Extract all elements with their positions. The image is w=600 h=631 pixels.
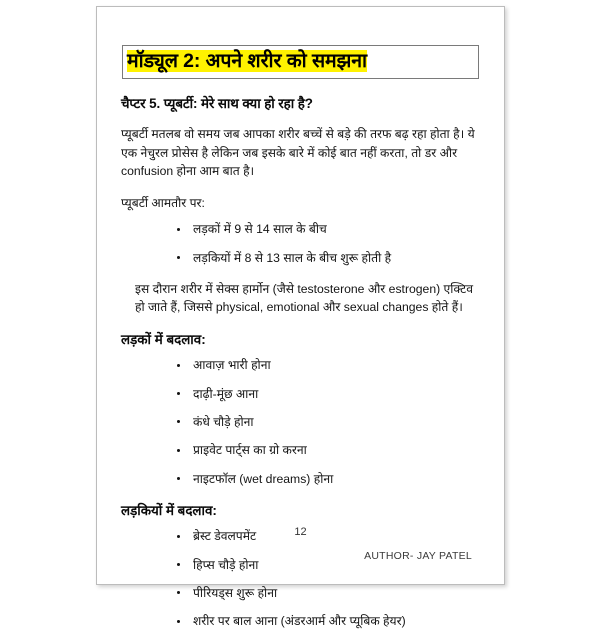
bullet-dot-icon — [177, 256, 180, 259]
bullet-dot-icon — [177, 392, 180, 395]
bullet-dot-icon — [177, 591, 180, 594]
list-item-label: नाइटफॉल (wet dreams) होना — [193, 471, 334, 486]
list-item-label: पीरियड्स शुरू होना — [193, 586, 278, 601]
document-page — [96, 6, 505, 629]
list-item-label: शरीर पर बाल आना (अंडरआर्म और प्यूबिक हेयर) — [193, 614, 406, 629]
list-item — [193, 613, 480, 630]
list-item — [193, 221, 480, 238]
chapter-heading: चैप्टर 5. प्यूबर्टी: मेरे साथ क्या हो रहा है? — [121, 95, 313, 111]
list-item — [193, 250, 480, 267]
list-item-label: आवाज़ भारी होना — [193, 358, 271, 373]
hormone-paragraph: इस दौरान शरीर में सेक्स हार्मोन (जैसे testosterone और estrogen) एक्टिव हो जाते हैं, जिससे physical, emotional और sexual changes होते हैं। — [135, 281, 474, 315]
boys-bullet-list — [121, 357, 480, 488]
page-footer — [121, 526, 480, 562]
list-item — [193, 357, 480, 374]
author-credit: AUTHOR- JAY PATEL — [364, 550, 472, 562]
page-content-area — [97, 7, 504, 629]
bullet-dot-icon — [177, 364, 180, 367]
boys-section-heading: लड़कों में बदलाव: — [121, 331, 206, 347]
list-item-label: कंधे चौड़े होना — [193, 415, 254, 430]
module-title-box — [122, 45, 479, 79]
intro-paragraph: प्यूबर्टी मतलब वो समय जब आपका शरीर बच्चें से बड़े की तरफ बढ़ रहा होता है। ये एक नेचुरल प्रोसेस है लेकिन जब इसके बारे में कोई बात नहीं करता, तो डर और confusion होना आम बात है। — [121, 127, 475, 179]
bullet-dot-icon — [177, 228, 180, 231]
list-item — [193, 386, 480, 403]
bullet-dot-icon — [177, 563, 180, 566]
girls-section-heading: लड़कियों में बदलाव: — [121, 503, 217, 519]
list-item-label: प्राइवेट पार्ट्स का ग्रो करना — [193, 443, 307, 458]
module-title-text: मॉड्यूल 2: अपने शरीर को समझना — [127, 50, 367, 72]
list-item — [193, 442, 480, 459]
list-item — [193, 414, 480, 431]
timing-lead-in: प्यूबर्टी आमतौर पर: — [121, 195, 205, 210]
bullet-dot-icon — [177, 477, 180, 480]
list-item-label: लड़कों में 9 से 14 साल के बीच — [193, 222, 327, 237]
bullet-dot-icon — [177, 420, 180, 423]
list-item-label: दाढ़ी-मूंछ आना — [193, 386, 259, 401]
page-number: 12 — [294, 526, 307, 538]
list-item-label: ब्रेस्ट डेवलपमेंट — [193, 529, 257, 544]
bullet-dot-icon — [177, 620, 180, 623]
bullet-dot-icon — [177, 449, 180, 452]
timing-bullet-list — [121, 221, 480, 267]
list-item-label: लड़कियों में 8 से 13 साल के बीच शुरू होती है — [193, 250, 392, 265]
list-item-label: हिप्स चौड़े होना — [193, 557, 259, 572]
list-item — [193, 471, 480, 488]
